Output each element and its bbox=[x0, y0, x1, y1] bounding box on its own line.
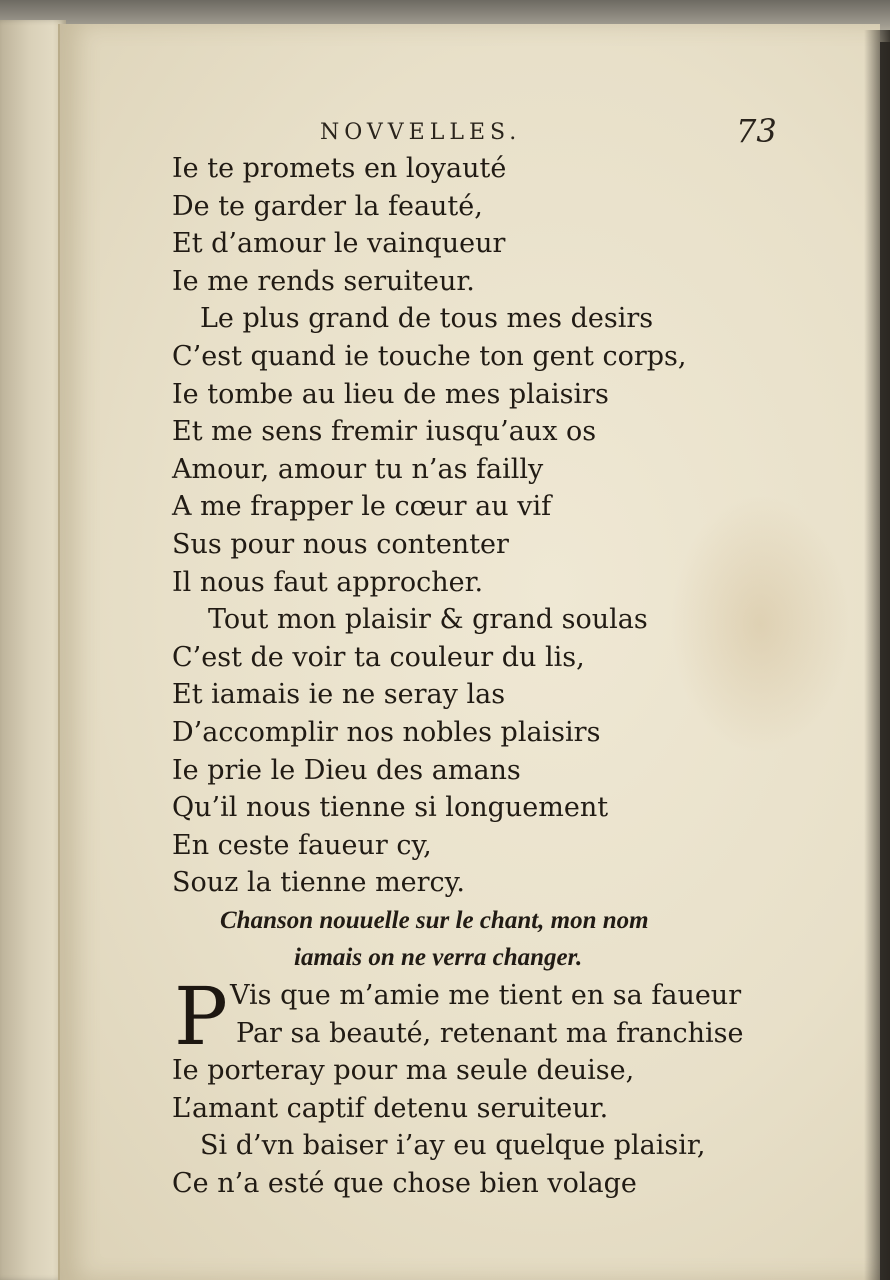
verse-line: En ceste faueur cy, bbox=[172, 829, 432, 861]
verse-line: L’amant captif detenu seruiteur. bbox=[172, 1092, 609, 1124]
right-gutter-shadow bbox=[864, 30, 890, 1280]
verse-line: Par sa beauté, retenant ma franchise bbox=[236, 1017, 744, 1049]
verse-line: Ie tombe au lieu de mes plaisirs bbox=[172, 378, 609, 410]
verse-line: Tout mon plaisir & grand soulas bbox=[208, 604, 648, 636]
verse-line: C’est quand ie touche ton gent corps, bbox=[172, 340, 687, 372]
verse-line: Ce n’a esté que chose bien volage bbox=[172, 1168, 637, 1200]
song-heading: Chanson nouuelle sur le chant, mon nom bbox=[220, 906, 649, 934]
verse-line: Et d’amour le vainqueur bbox=[172, 228, 506, 260]
page-header bbox=[0, 112, 890, 152]
verse-line: Ie prie le Dieu des amans bbox=[172, 754, 521, 786]
verse-line: Sus pour nous contenter bbox=[172, 528, 509, 560]
song-heading-continued: iamais on ne verra changer. bbox=[294, 944, 583, 972]
verse-line: Et me sens fremir iusqu’aux os bbox=[172, 416, 597, 448]
verse-line: Ie porteray pour ma seule deuise, bbox=[172, 1055, 635, 1087]
page-text bbox=[172, 150, 792, 1203]
verse-line: A me frapper le cœur au vif bbox=[172, 491, 552, 523]
second-song bbox=[172, 970, 792, 1203]
left-page-edge bbox=[0, 20, 66, 1280]
verse-line: Si d’vn baiser i’ay eu quelque plaisir, bbox=[200, 1130, 706, 1162]
verse-line: C’est de voir ta couleur du lis, bbox=[172, 641, 585, 673]
verse-line: Qu’il nous tienne si longuement bbox=[172, 792, 609, 824]
page-number: 73 bbox=[736, 112, 777, 150]
drop-cap: P bbox=[174, 970, 228, 1064]
verse-line: Ie te promets en loyauté bbox=[172, 153, 507, 184]
running-head: NOVVELLES. bbox=[320, 120, 522, 145]
verse-line: Souz la tienne mercy. bbox=[172, 867, 465, 899]
verse-line: Amour, amour tu n’as failly bbox=[172, 453, 544, 485]
verse-line: Ie me rends seruiteur. bbox=[172, 265, 475, 297]
verse-line: De te garder la feauté, bbox=[172, 190, 483, 222]
verse-line: Vis que m’amie me tient en sa faueur bbox=[230, 980, 742, 1012]
verse-line: Et iamais ie ne seray las bbox=[172, 679, 506, 711]
verse-line: Le plus grand de tous mes desirs bbox=[200, 303, 654, 335]
verse-line: D’accomplir nos nobles plaisirs bbox=[172, 716, 601, 748]
verse-line: Il nous faut approcher. bbox=[172, 566, 484, 598]
song-verses bbox=[172, 150, 792, 902]
